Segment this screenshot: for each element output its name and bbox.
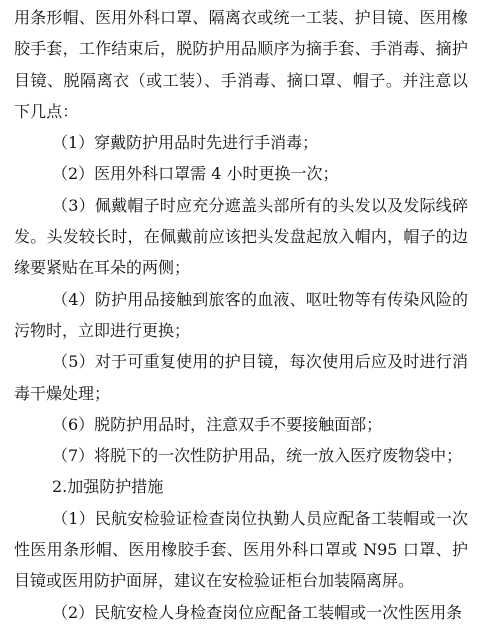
list-item-7: （7）将脱下的一次性防护用品，统一放入医疗废物袋中； <box>52 446 463 466</box>
list-item-2: （2）医用外科口罩需 4 小时更换一次； <box>52 164 339 184</box>
list-item-3: （3）佩戴帽子时应充分遮盖头部所有的头发以及发际线碎发。头发较长时，在佩戴前应该把头发盘起放入帽内，帽子的边缘要紧贴在耳朵的两侧； <box>14 195 468 278</box>
measure-item-2: （2）民航安检人身检查岗位应配备工装帽或一次性医用条 <box>52 602 463 622</box>
list-item-5: （5）对于可重复使用的护目镜，每次使用后应及时进行消毒干燥处理； <box>14 352 468 403</box>
measure-item-1: （1）民航安检验证检查岗位执勤人员应配备工装帽或一次性医用条形帽、医用橡胶手套、医用外科口罩或 N95 口罩、护目镜或医用防护面屏，建议在安检验证柜台加装隔离屏。 <box>14 508 468 591</box>
section-heading: 2.加强防护措施 <box>52 477 164 497</box>
paragraph-intro: 用条形帽、医用外科口罩、隔离衣或统一工装、护目镜、医用橡胶手套，工作结束后，脱防护用品顺序为摘手套、手消毒、摘护目镜、脱隔离衣（或工装）、手消毒、摘口罩、帽子。并注意以下几点： <box>14 8 468 121</box>
list-item-1: （1）穿戴防护用品时先进行手消毒； <box>52 133 319 153</box>
list-item-4: （4）防护用品接触到旅客的血液、呕吐物等有传染风险的污物时，立即进行更换； <box>14 289 468 340</box>
list-item-6: （6）脱防护用品时，注意双手不要接触面部； <box>52 414 383 434</box>
